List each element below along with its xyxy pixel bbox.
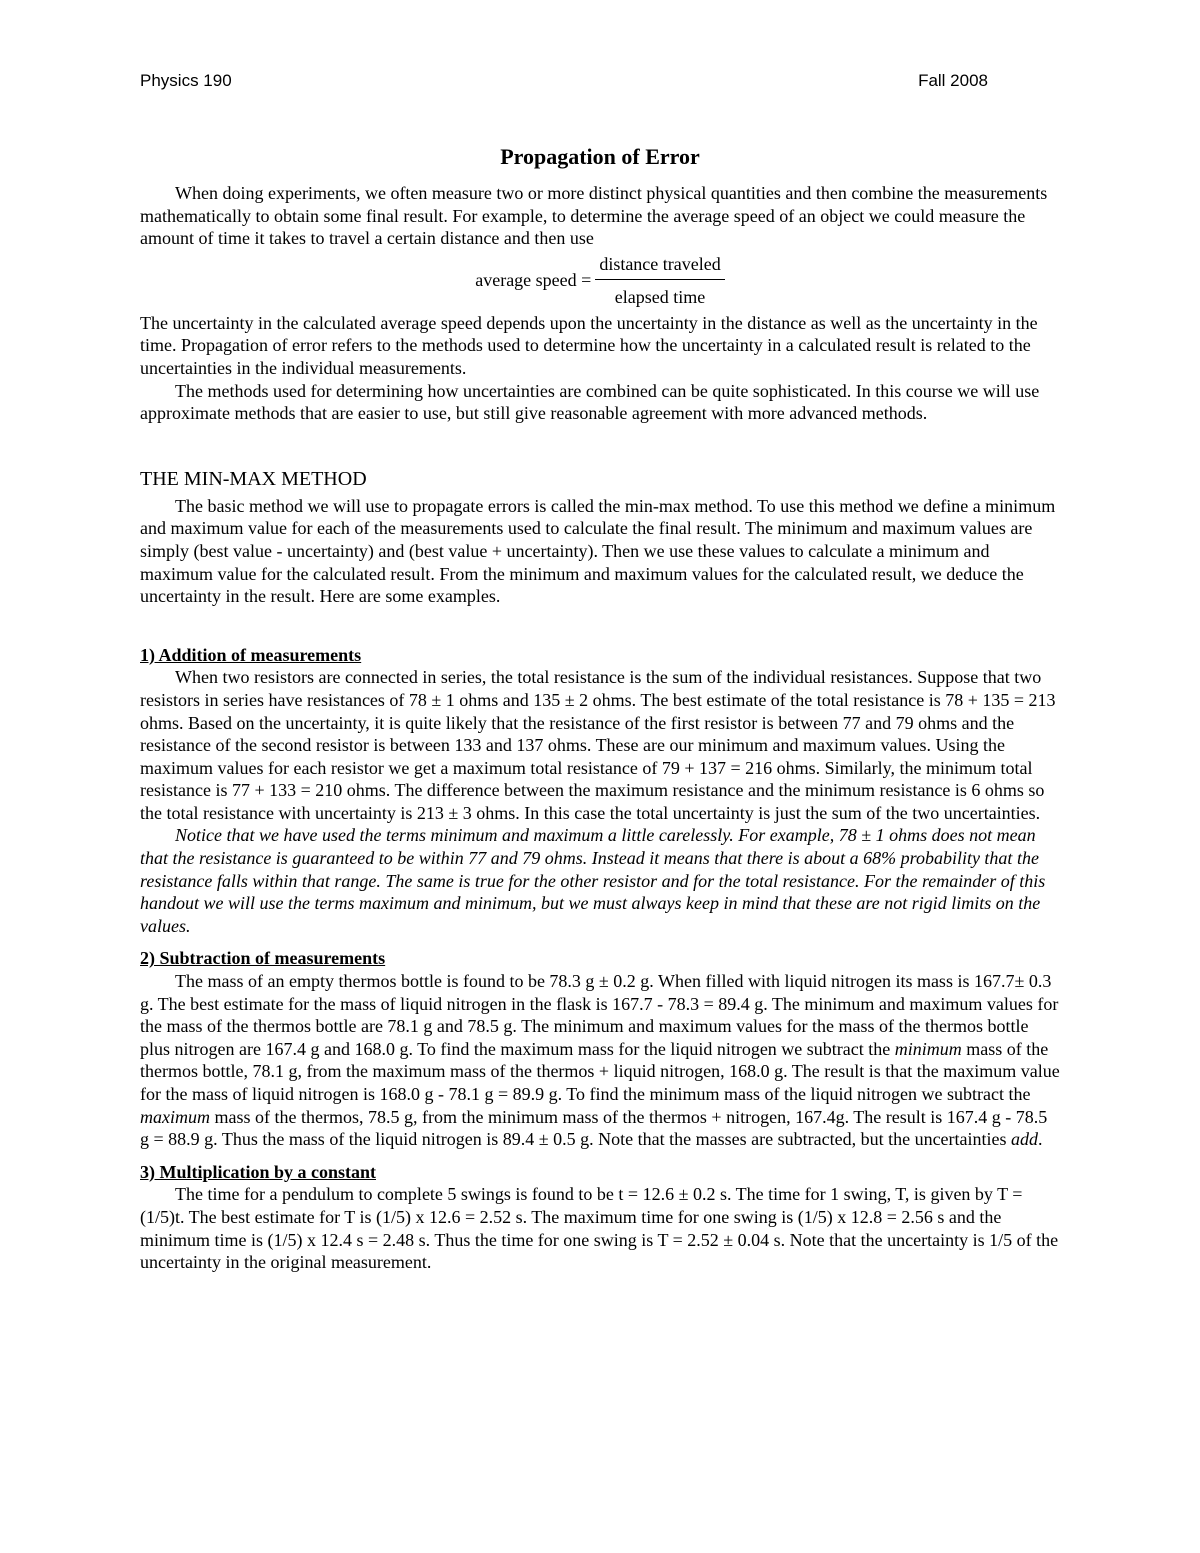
intro-paragraph-2: The uncertainty in the calculated average speed depends upon the uncertainty in the distance as well as the uncertainty in the time. Propagation of error refers to the methods used to determine how the uncertainty in a calculated result is related to the uncertainties in the individual measurements. <box>140 312 1038 378</box>
formula-numerator: distance traveled <box>595 253 724 281</box>
course-name: Physics 190 <box>140 71 232 90</box>
subtraction-text-3: mass of the thermos, 78.5 g, from the minimum mass of the thermos + nitrogen, 167.4g. The result is 167.4 g - 78.5 g = 88.9 g. Thus the mass of the liquid nitrogen is 89.4 ± 0.5 g. Note that the masses are subtracted, but the uncertainties <box>140 1106 1048 1150</box>
intro-paragraph-3: The methods used for determining how uncertainties are combined can be quite sophisticated. In this course we will use approximate methods that are easier to use, but still give reasonable agreement with more advanced methods. <box>140 380 1040 424</box>
subtraction-text-2: mass of the thermos bottle, 78.1 g, from the maximum mass of the thermos + liquid nitrogen, 168.0 g. The result is that the maximum value for the mass of liquid nitrogen is 168.0 g - 78.1 g = 89.9 g. To find the minimum mass of the liquid nitrogen we subtract the <box>140 1038 1060 1104</box>
subtraction-emphasis-maximum: maximum <box>140 1106 210 1127</box>
subtraction-text-4: . <box>1038 1129 1043 1150</box>
addition-note <box>140 824 1060 937</box>
formula-fraction <box>595 253 724 309</box>
formula-denominator: elapsed time <box>614 287 706 308</box>
term-label: Fall 2008 <box>918 71 988 90</box>
subheading-addition: 1) Addition of measurements <box>140 644 362 665</box>
subtraction-paragraph <box>140 970 1060 1151</box>
running-header <box>140 70 1060 96</box>
document-title: Propagation of Error <box>500 144 700 169</box>
addition-paragraph: When two resistors are connected in series, the total resistance is the sum of the individual resistances. Suppose that two resistors in series have resistances of 78 ± 1 ohms and 135 ± 2 ohms. The best estimate of the total resistance is 78 + 135 = 213 ohms. Based on the uncertainty, it is quite likely that the resistance of the first resistor is between 77 and 79 ohms and the resistance of the second resistor is between 133 and 137 ohms. These are our minimum and maximum values. Using the maximum values for each resistor we get a maximum total resistance of 79 + 137 = 216 ohms. Similarly, the minimum total resistance is 77 + 133 = 210 ohms. The difference between the maximum resistance and the minimum resistance is 6 ohms so the total resistance with uncertainty is 213 ± 3 ohms. In this case the total uncertainty is just the sum of the two uncertainties. <box>140 667 1056 823</box>
subtraction-text-1: The mass of an empty thermos bottle is found to be 78.3 g ± 0.2 g. When filled with liquid nitrogen its mass is 167.7± 0.3 g. The best estimate for the mass of liquid nitrogen in the flask is 167.7 - 78.3 = 89.4 g. The minimum and maximum values for the mass of the thermos bottle are 78.1 g and 78.5 g. The minimum and maximum values for the mass of the thermos bottle plus nitrogen are 167.4 g and 168.0 g. To find the maximum mass for the liquid nitrogen we subtract the <box>140 971 1059 1059</box>
average-speed-formula <box>140 254 1060 308</box>
document-page <box>140 70 1060 1274</box>
multiplication-paragraph: The time for a pendulum to complete 5 swings is found to be t = 12.6 ± 0.2 s. The time for 1 swing, T, is given by T = (1/5)t. The best estimate for T is (1/5) x 12.6 = 2.52 s. The maximum time for one swing is (1/5) x 12.8 = 2.56 s and the minimum time is (1/5) x 12.4 s = 2.48 s. Thus the time for one swing is T = 2.52 ± 0.04 s. Note that the uncertainty is 1/5 of the uncertainty in the original measurement. <box>140 1184 1059 1273</box>
addition-note-text: Notice that we have used the terms minimum and maximum a little carelessly. For example, 78 ± 1 ohms does not mean that the resistance is guaranteed to be within 77 and 79 ohms. Instead it means that there is about a 68% probability that the resistance falls within that range. The same is true for the other resistor and for the total resistance. For the remainder of this handout we will use the terms maximum and minimum, but we must always keep in mind that these are not rigid limits on the values. <box>140 825 1046 936</box>
section-heading-minmax: THE MIN-MAX METHOD <box>140 467 367 490</box>
subheading-multiplication: 3) Multiplication by a constant <box>140 1161 377 1182</box>
formula-lhs: average speed = <box>475 270 592 291</box>
subtraction-emphasis-minimum: minimum <box>894 1038 962 1059</box>
subtraction-emphasis-add: add <box>1011 1129 1039 1150</box>
minmax-paragraph: The basic method we will use to propagate errors is called the min-max method. To use this method we define a minimum and maximum value for each of the measurements used to calculate the final result. The minimum and maximum values are simply (best value - uncertainty) and (best value + uncertainty). Then we use these values to calculate a minimum and maximum value for the calculated result. From the minimum and maximum values for the calculated result, we deduce the uncertainty in the result. Here are some examples. <box>140 495 1056 607</box>
intro-paragraph-1: When doing experiments, we often measure two or more distinct physical quantities and then combine the measurements mathematically to obtain some final result. For example, to determine the average speed of an object we could measure the amount of time it takes to travel a certain distance and then use <box>140 183 1048 249</box>
subheading-subtraction: 2) Subtraction of measurements <box>140 948 386 969</box>
